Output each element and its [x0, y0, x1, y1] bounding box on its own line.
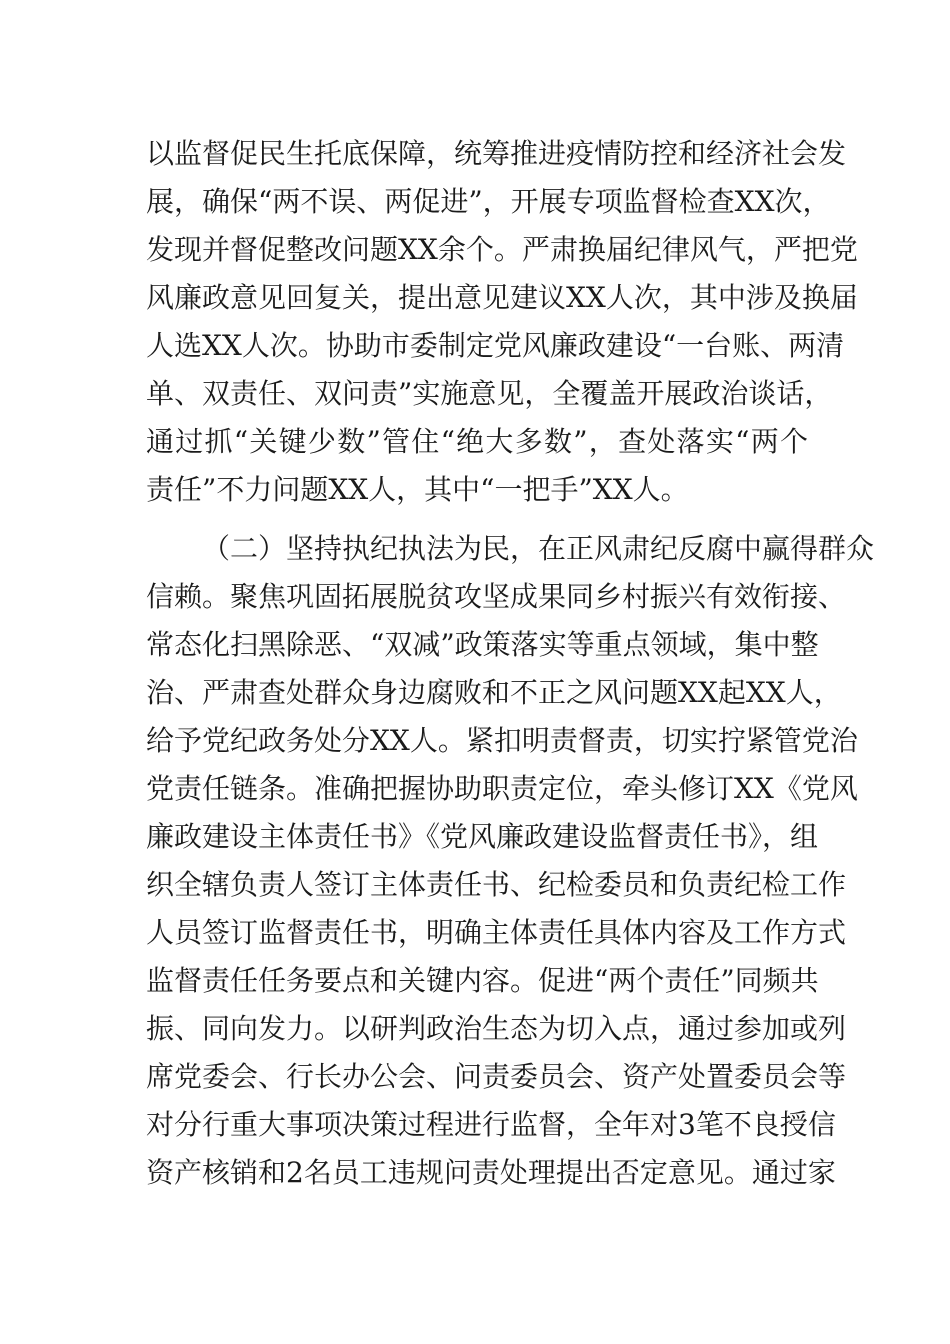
- text-line-13: 给予党纪政务处分XX人。紧扣明责督责，切实拧紧管党治: [146, 724, 858, 757]
- text-line-19: 振、同向发力。以研判政治生态为切入点，通过参加或列: [146, 1012, 847, 1045]
- text-line-4: 风廉政意见回复关，提出意见建议XX人次，其中涉及换届: [146, 281, 858, 314]
- text-line-20: 席党委会、行长办公会、问责委员会、资产处置委员会等: [146, 1060, 847, 1093]
- text-line-5: 人选XX人次。协助市委制定党风廉政建设“一台账、两清: [146, 329, 845, 362]
- text-line-9: （二）坚持执纪执法为民，在正风肃纪反腐中赢得群众: [202, 532, 875, 565]
- text-line-22: 资产核销和2名员工违规问责处理提出否定意见。通过家: [146, 1156, 836, 1189]
- text-line-14: 党责任链条。准确把握协助职责定位，牵头修订XX《党风: [146, 772, 858, 805]
- text-line-10: 信赖。聚焦巩固拓展脱贫攻坚成果同乡村振兴有效衔接、: [146, 580, 847, 613]
- text-line-6: 单、双责任、双问责”实施意见，全覆盖开展政治谈话，: [146, 377, 833, 410]
- text-line-15: 廉政建设主体责任书》《党风廉政建设监督责任书》，组: [146, 820, 819, 853]
- text-line-18: 监督责任任务要点和关键内容。促进“两个责任”同频共: [146, 964, 819, 997]
- text-line-11: 常态化扫黑除恶、“双减”政策落实等重点领域，集中整: [146, 628, 819, 661]
- text-line-8: 责任”不力问题XX人，其中“一把手”XX人。: [146, 473, 689, 506]
- text-line-16: 织全辖负责人签订主体责任书、纪检委员和负责纪检工作: [146, 868, 847, 901]
- text-line-1: 以监督促民生托底保障，统筹推进疫情防控和经济社会发: [146, 137, 847, 170]
- text-line-3: 发现并督促整改问题XX余个。严肃换届纪律风气，严把党: [146, 233, 858, 266]
- text-line-7: 通过抓“关键少数”管住“绝大多数”，查处落实“两个: [146, 425, 808, 458]
- text-line-17: 人员签订监督责任书，明确主体责任具体内容及工作方式: [146, 916, 847, 949]
- text-line-2: 展，确保“两不误、两促进”，开展专项监督检查XX次，: [146, 185, 831, 218]
- text-line-12: 治、严肃查处群众身边腐败和不正之风问题XX起XX人，: [146, 676, 842, 709]
- text-line-21: 对分行重大事项决策过程进行监督，全年对3笔不良授信: [146, 1108, 836, 1141]
